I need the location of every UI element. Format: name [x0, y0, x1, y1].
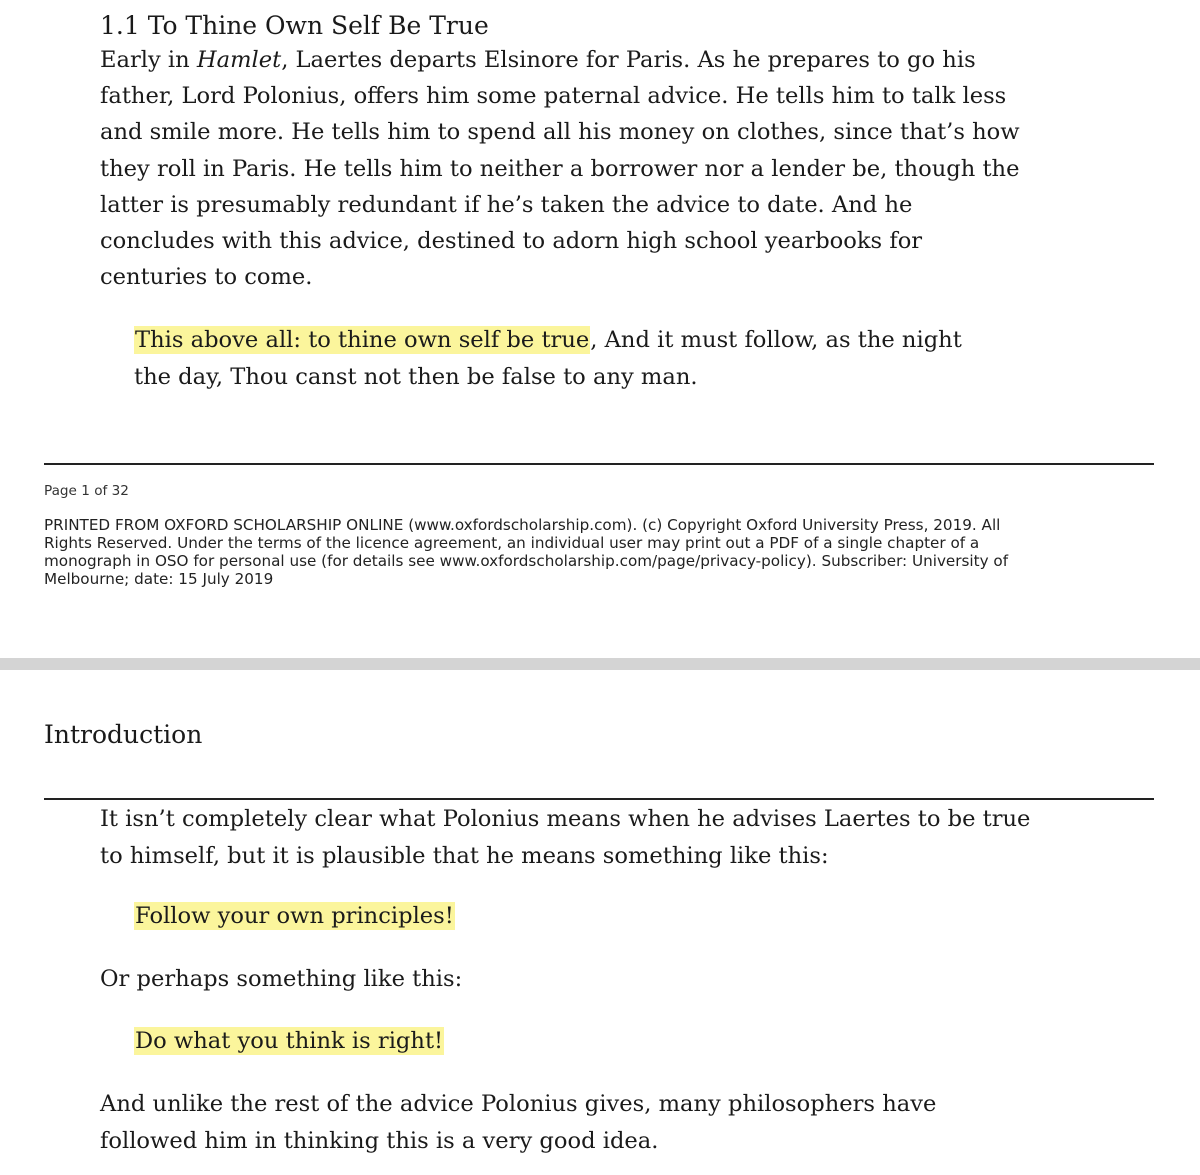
copyright-line: Melbourne; date: 15 July 2019 — [44, 570, 274, 588]
paragraph-line: and smile more. He tells him to spend all his money on clothes, since that’s how — [100, 119, 1020, 146]
page-counter: Page 1 of 32 — [44, 483, 129, 499]
body-paragraph — [100, 801, 1100, 875]
paragraph-line: followed him in thinking this is a very good idea. — [100, 1128, 659, 1154]
header-divider — [44, 798, 1154, 800]
block-quote — [134, 1024, 444, 1058]
paragraph-line: latter is presumably redundant if he’s taken the advice to date. And he — [100, 191, 913, 218]
paragraph-line: to himself, but it is plausible that he means something like this: — [100, 843, 829, 869]
paragraph-line: father, Lord Polonius, offers him some paternal advice. He tells him to talk less — [100, 83, 1007, 110]
text-run: Early in — [100, 47, 197, 73]
section-heading: 1.1 To Thine Own Self Be True — [100, 11, 489, 40]
paragraph-line: they roll in Paris. He tells him to neither a borrower nor a lender be, though the — [100, 155, 1020, 182]
running-title: Introduction — [44, 720, 203, 749]
paragraph-line: It isn’t completely clear what Polonius means when he advises Laertes to be true — [100, 806, 1031, 832]
paragraph-line: And unlike the rest of the advice Polonius gives, many philosophers have — [100, 1091, 937, 1117]
highlighted-text[interactable]: This above all: to thine own self be true — [135, 327, 590, 353]
copyright-line: PRINTED FROM OXFORD SCHOLARSHIP ONLINE (www.oxfordscholarship.com). (c) Copyright Oxford University Press, 2019. All — [44, 516, 1001, 534]
quote-line — [134, 322, 1094, 359]
block-quote — [134, 899, 455, 933]
highlighted-text[interactable]: Do what you think is right! — [135, 1028, 444, 1054]
italic-title: Hamlet — [196, 47, 282, 73]
body-paragraph — [100, 1086, 1100, 1160]
page-separator — [0, 658, 1200, 670]
copyright-notice — [44, 516, 1154, 588]
highlighted-text[interactable]: Follow your own principles! — [135, 903, 454, 929]
pdf-page-2 — [0, 670, 1200, 1175]
paragraph-line: concludes with this advice, destined to adorn high school yearbooks for — [100, 228, 923, 255]
paragraph-line — [100, 42, 1100, 78]
body-paragraph: Or perhaps something like this: — [100, 966, 463, 992]
paragraph-line: centuries to come. — [100, 264, 313, 291]
body-paragraph — [100, 42, 1100, 295]
text-run: , And it must follow, as the night — [590, 327, 962, 353]
text-run: , Laertes departs Elsinore for Paris. As he prepares to go his — [281, 47, 976, 73]
copyright-line: monograph in OSO for personal use (for details see www.oxfordscholarship.com/page/privacy-policy). Subscriber: University of — [44, 552, 1009, 570]
copyright-line: Rights Reserved. Under the terms of the licence agreement, an individual user may print out a PDF of a single chapter of a — [44, 534, 980, 552]
quote-line: the day, Thou canst not then be false to any man. — [134, 364, 698, 390]
footer-divider — [44, 463, 1154, 465]
block-quote — [134, 322, 1094, 396]
